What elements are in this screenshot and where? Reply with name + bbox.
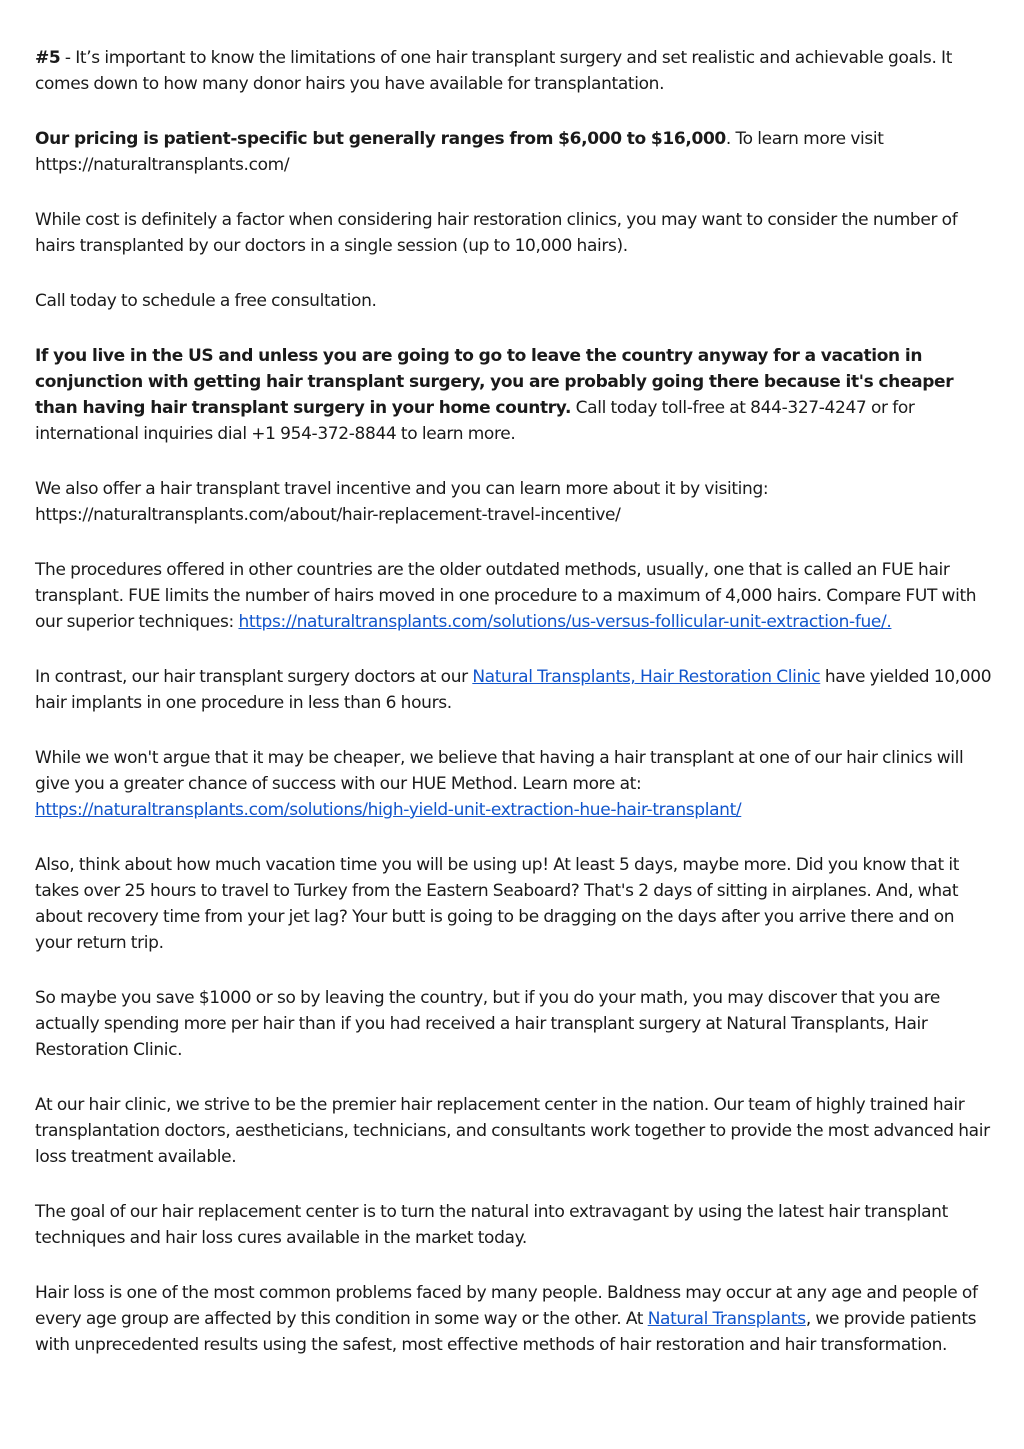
paragraph-text: The goal of our hair replacement center is to turn the natural into extravagant by using the latest hair transplant techniques and hair loss cures available in the market today. [35,1202,948,1248]
paragraph-text: Call today toll-free at 844-327-4247 or for international inquiries dial +1 954-372-8844 to learn more. [35,398,915,444]
paragraph-us-travel [35,343,995,447]
hue-method-link[interactable]: https://naturaltransplants.com/solutions/high-yield-unit-extraction-hue-hair-transplant/ [35,800,742,820]
paragraph-premier-clinic [35,1092,995,1170]
fue-comparison-link[interactable]: https://naturaltransplants.com/solutions/us-versus-follicular-unit-extraction-fue/. [238,612,892,632]
paragraph-text: . To learn more visit https://naturaltransplants.com/ [35,129,884,175]
paragraph-text: While we won't argue that it may be cheaper, we believe that having a hair transplant at one of our hair clinics will give you a greater chance of success with our HUE Method. Learn more at: [35,748,964,794]
paragraph-goal [35,1199,995,1251]
paragraph-contrast [35,664,995,716]
paragraph-text: We also offer a hair transplant travel incentive and you can learn more about it by visiting: https://naturaltransplants.com/about/hair-replacement-travel-incentive/ [35,479,769,525]
paragraph-text: Call today to schedule a free consultation. [35,291,377,311]
paragraph-text: Also, think about how much vacation time you will be using up! At least 5 days, maybe more. Did you know that it takes over 25 hours to travel to Turkey from the Eastern Seaboard? That's 2 days of sitting in airplanes. And, what about recovery time from your jet lag? Your butt is going to be dragging on the days after you arrive there and on your return trip. [35,855,960,953]
paragraph-hue-method [35,745,995,823]
paragraph-fue-comparison [35,557,995,635]
paragraph-savings [35,985,995,1063]
paragraph-hair-loss [35,1280,995,1358]
paragraph-vacation-time [35,852,995,956]
pricing-highlight: Our pricing is patient-specific but generally ranges from $6,000 to $16,000 [35,129,726,149]
paragraph-text: - It’s important to know the limitations of one hair transplant surgery and set realistic and achievable goals. It comes down to how many donor hairs you have available for transplantation. [35,48,953,94]
item-number: #5 [35,48,61,68]
clinic-link[interactable]: Natural Transplants, Hair Restoration Clinic [472,667,821,687]
paragraph-text: The procedures offered in other countries are the older outdated methods, usually, one that is called an FUE hair transplant. FUE limits the number of hairs moved in one procedure to a maximum of 4,000 hairs. Compare FUT with our superior techniques: [35,560,977,632]
paragraph-limitations [35,45,995,97]
paragraph-text: At our hair clinic, we strive to be the premier hair replacement center in the nation. Our team of highly trained hair transplantation doctors, aestheticians, technicians, and consultants work together to provide the most advanced hair loss treatment available. [35,1095,990,1167]
paragraph-cost-factor [35,207,995,259]
natural-transplants-link[interactable]: Natural Transplants [647,1309,806,1329]
paragraph-pricing [35,126,995,178]
paragraph-travel-incentive [35,476,995,528]
paragraph-text: So maybe you save $1000 or so by leaving the country, but if you do your math, you may discover that you are actually spending more per hair than if you had received a hair transplant surgery at Natural Transplants, Hair Restoration Clinic. [35,988,941,1060]
paragraph-text-after: have yielded 10,000 hair implants in one procedure in less than 6 hours. [35,667,992,713]
document-page [35,45,995,1387]
paragraph-text: In contrast, our hair transplant surgery doctors at our [35,667,473,687]
paragraph-text: Hair loss is one of the most common problems faced by many people. Baldness may occur at any age and people of every age group are affected by this condition in some way or the other. At [35,1283,978,1329]
us-travel-highlight: If you live in the US and unless you are going to go to leave the country anyway for a vacation in conjunction with getting hair transplant surgery, you are probably going there because it's cheaper than having hair transplant surgery in your home country. [35,346,954,418]
paragraph-text-after: , we provide patients with unprecedented results using the safest, most effective methods of hair restoration and hair transformation. [35,1309,977,1355]
paragraph-text: While cost is definitely a factor when considering hair restoration clinics, you may want to consider the number of hairs transplanted by our doctors in a single session (up to 10,000 hairs). [35,210,958,256]
paragraph-call-today [35,288,995,314]
